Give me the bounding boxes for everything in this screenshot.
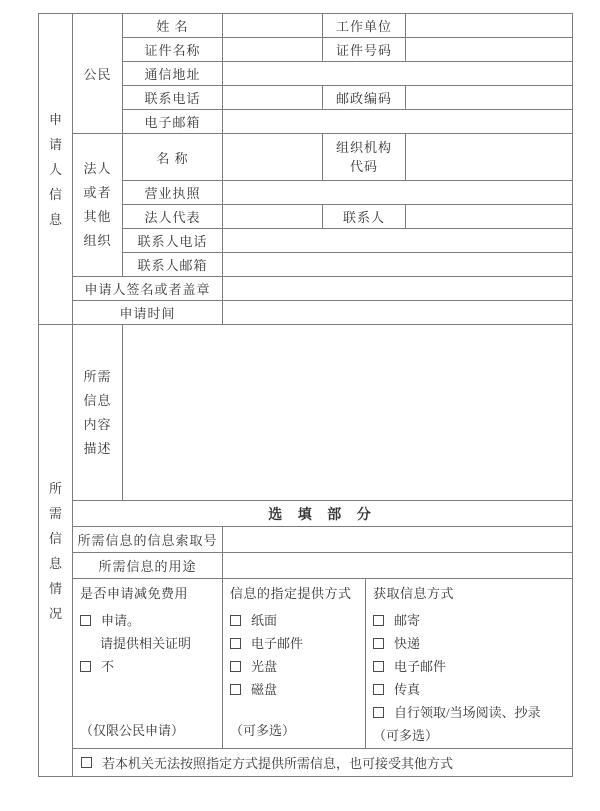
- phone-input[interactable]: [223, 86, 323, 110]
- provision-method-title: 信息的指定提供方式: [230, 586, 352, 601]
- obtain-method-note: （可多选）: [373, 728, 439, 743]
- fee-waiver-cell: [73, 579, 223, 749]
- apply-date-label: 申请时间: [73, 301, 223, 325]
- provision-method-cell: [223, 579, 366, 749]
- provision-email-label: 电子邮件: [251, 636, 304, 651]
- legal-rep-label: 法人代表: [123, 205, 223, 229]
- provision-disk-checkbox[interactable]: [230, 684, 241, 695]
- provision-method-note: （可多选）: [230, 723, 296, 738]
- org-code-text: 组织机构代码: [335, 140, 392, 174]
- obtain-fax-checkbox[interactable]: [373, 684, 384, 695]
- postcode-input[interactable]: [406, 86, 573, 110]
- name-input[interactable]: [223, 14, 323, 38]
- signature-label: 申请人签名或者盖章: [73, 277, 223, 301]
- id-type-input[interactable]: [223, 38, 323, 62]
- license-label: 营业执照: [123, 181, 223, 205]
- obtain-self-pickup-label: 自行领取/当场阅读、抄录: [394, 705, 541, 720]
- obtain-method-cell: [366, 579, 573, 749]
- obtain-express-checkbox[interactable]: [373, 638, 384, 649]
- description-input[interactable]: [123, 325, 573, 501]
- address-input[interactable]: [223, 62, 573, 86]
- fee-apply-sub-label: 请提供相关证明: [100, 636, 192, 651]
- fallback-method-cell: [73, 749, 573, 777]
- optional-section-heading: 选 填 部 分: [73, 501, 573, 527]
- work-unit-input[interactable]: [406, 14, 573, 38]
- contact-label: 联系人: [323, 205, 406, 229]
- postcode-label: 邮政编码: [323, 86, 406, 110]
- purpose-label: 所需信息的用途: [73, 553, 223, 579]
- provision-disk-label: 磁盘: [251, 682, 278, 697]
- provision-paper-label: 纸面: [251, 613, 278, 628]
- contact-email-label: 联系人邮箱: [123, 253, 223, 277]
- needed-info-section-vertical-label: 所需信息情况: [48, 480, 62, 621]
- citizen-group-text: 公民: [83, 67, 112, 82]
- email-label: 电子邮箱: [123, 110, 223, 134]
- obtain-fax-label: 传真: [394, 682, 421, 697]
- fee-apply-checkbox[interactable]: [80, 615, 91, 626]
- org-name-label: 名 称: [123, 134, 223, 181]
- email-input[interactable]: [223, 110, 573, 134]
- fee-no-checkbox[interactable]: [80, 661, 91, 672]
- obtain-method-title: 获取信息方式: [373, 586, 455, 601]
- obtain-email-label: 电子邮件: [394, 659, 447, 674]
- contact-email-input[interactable]: [223, 253, 573, 277]
- provision-cd-label: 光盘: [251, 659, 278, 674]
- group-label-organization: [73, 134, 123, 277]
- section-label-applicant-info: [39, 14, 73, 325]
- applicant-section-vertical-label: 申请人信息: [48, 111, 62, 227]
- obtain-express-label: 快递: [394, 636, 421, 651]
- fee-waiver-title: 是否申请减免费用: [80, 586, 189, 601]
- provision-cd-checkbox[interactable]: [230, 661, 241, 672]
- retrieval-number-input[interactable]: [223, 527, 573, 553]
- phone-label: 联系电话: [123, 86, 223, 110]
- org-name-input[interactable]: [223, 134, 323, 181]
- id-number-label: 证件号码: [323, 38, 406, 62]
- section-label-needed-info: [39, 325, 73, 777]
- contact-phone-input[interactable]: [223, 229, 573, 253]
- purpose-input[interactable]: [223, 553, 573, 579]
- id-number-input[interactable]: [406, 38, 573, 62]
- org-code-input[interactable]: [406, 134, 573, 181]
- obtain-mail-label: 邮寄: [394, 613, 421, 628]
- application-form-table: [38, 13, 573, 777]
- group-label-citizen: [73, 14, 123, 134]
- org-code-label: [323, 134, 406, 181]
- obtain-email-checkbox[interactable]: [373, 661, 384, 672]
- address-label: 通信地址: [123, 62, 223, 86]
- signature-input[interactable]: [223, 277, 573, 301]
- fallback-method-checkbox[interactable]: [81, 757, 92, 768]
- fee-no-label: 不: [101, 659, 115, 674]
- license-input[interactable]: [223, 181, 573, 205]
- contact-input[interactable]: [406, 205, 573, 229]
- id-type-label: 证件名称: [123, 38, 223, 62]
- contact-phone-label: 联系人电话: [123, 229, 223, 253]
- fee-apply-label: 申请。: [101, 613, 141, 628]
- apply-date-input[interactable]: [223, 301, 573, 325]
- fallback-method-label: 若本机关无法按照指定方式提供所需信息，也可接受其他方式: [102, 756, 454, 771]
- fee-waiver-note: （仅限公民申请）: [80, 723, 185, 738]
- provision-paper-checkbox[interactable]: [230, 615, 241, 626]
- obtain-self-pickup-checkbox[interactable]: [373, 707, 384, 718]
- description-label-text: 所需信息内容描述: [83, 368, 112, 456]
- work-unit-label: 工作单位: [323, 14, 406, 38]
- name-label: 姓 名: [123, 14, 223, 38]
- retrieval-number-label: 所需信息的信息索取号: [73, 527, 223, 553]
- provision-email-checkbox[interactable]: [230, 638, 241, 649]
- description-label: [73, 325, 123, 501]
- obtain-mail-checkbox[interactable]: [373, 615, 384, 626]
- organization-group-text: 法人或者其他组织: [83, 161, 112, 248]
- legal-rep-input[interactable]: [223, 205, 323, 229]
